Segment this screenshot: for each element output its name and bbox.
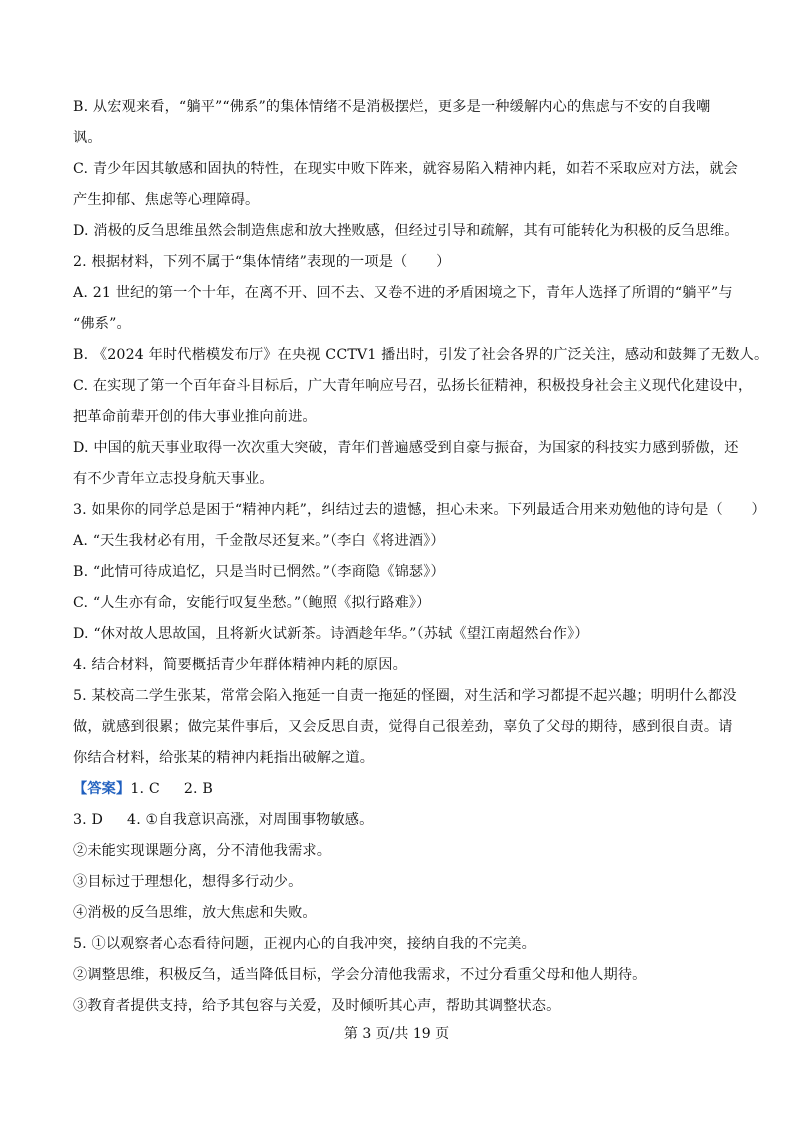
q3-stem: 3. 如果你的同学总是困于“精神内耗”，纠结过去的遗憾，担心未来。下列最适合用来劝勉他的诗句是（ ） — [73, 502, 766, 518]
page-number-footer: 第 3 页/共 19 页 — [343, 1026, 450, 1042]
q3-option-c: C. “人生亦有命，安能行叹复坐愁。”（鲍照《拟行路难》） — [73, 595, 431, 611]
answer-5-point-3: ③教育者提供支持，给予其包容与关爱，及时倾听其心声，帮助其调整状态。 — [73, 998, 561, 1014]
q2-option-d: D. 中国的航天事业取得一次次重大突破，青年们普遍感受到自豪与振奋，为国家的科技实力感到骄傲，还 — [73, 440, 739, 456]
q2-stem: 2. 根据材料，下列不属于“集体情绪”表现的一项是（ ） — [73, 254, 451, 270]
answer-4-point-3: ③目标过于理想化，想得多行动少。 — [73, 874, 303, 890]
q5-stem-line-3: 你结合材料，给张某的精神内耗指出破解之道。 — [73, 750, 375, 766]
q1-option-b-cont: 讽。 — [73, 130, 102, 146]
q1-option-b: B. 从宏观来看，“躺平”“佛系”的集体情绪不是消极摆烂，更多是一种缓解内心的焦虑与不安的自我嘲 — [73, 99, 711, 115]
answer-5-point-1: 5. ①以观察者心态看待问题，正视内心的自我冲突，接纳自我的不完美。 — [73, 936, 536, 952]
answer-tag: 【答案】 — [73, 781, 131, 797]
q2-option-b: B. 《2024 年时代楷模发布厅》在央视 CCTV1 播出时，引发了社会各界的广泛关注，感动和鼓舞了无数人。 — [73, 347, 769, 363]
q5-stem-line-2: 做，就感到很累；做完某件事后，又会反思自责，觉得自己很差劲，辜负了父母的期待，感到很自责。请 — [73, 719, 733, 735]
document-page — [73, 92, 769, 1022]
q2-option-c-cont: 把革命前辈开创的伟大事业推向前进。 — [73, 409, 317, 425]
q2-option-a: A. 21 世纪的第一个十年，在离不开、回不去、又卷不进的矛盾困境之下，青年人选择了所谓的“躺平”与 — [73, 285, 733, 301]
q1-option-c-cont: 产生抑郁、焦虑等心理障碍。 — [73, 192, 260, 208]
answer-4-point-2: ②未能实现课题分离，分不清他我需求。 — [73, 843, 332, 859]
answer-5-point-2: ②调整思维，积极反刍，适当降低目标，学会分清他我需求，不过分看重父母和他人期待。 — [73, 967, 647, 983]
q5-stem-line-1: 5. 某校高二学生张某，常常会陷入拖延一自责一拖延的怪圈，对生活和学习都提不起兴趣；明明什么都没 — [73, 688, 737, 704]
answer-1: 1. C — [130, 781, 160, 797]
q4-stem: 4. 结合材料，简要概括青少年群体精神内耗的原因。 — [73, 657, 407, 673]
q1-option-d: D. 消极的反刍思维虽然会制造焦虑和放大挫败感，但经过引导和疏解，其有可能转化为积极的反刍思维。 — [73, 223, 739, 239]
answer-line-2 — [73, 805, 733, 836]
q3-option-a: A. “天生我材必有用，千金散尽还复来。”（李白《将进酒》） — [73, 533, 445, 549]
answer-line-1 — [73, 774, 733, 805]
q2-option-d-cont: 有不少青年立志投身航天事业。 — [73, 471, 274, 487]
q2-option-c: C. 在实现了第一个百年奋斗目标后，广大青年响应号召，弘扬长征精神，积极投身社会主义现代化建设中， — [73, 378, 753, 394]
answer-4-point-1: 4. ①自我意识高涨，对周围事物敏感。 — [127, 812, 374, 828]
answer-4-point-4: ④消极的反刍思维，放大焦虑和失败。 — [73, 905, 317, 921]
answer-3: 3. D — [73, 812, 104, 828]
q1-option-c: C. 青少年因其敏感和固执的特性，在现实中败下阵来，就容易陷入精神内耗，如若不采取应对方法，就会 — [73, 161, 739, 177]
q3-option-b: B. “此情可待成追忆，只是当时已惘然。”（李商隐《锦瑟》） — [73, 564, 445, 580]
answer-2: 2. B — [183, 781, 213, 797]
q3-option-d: D. “休对故人思故国，且将新火试新茶。诗酒趁年华。”（苏轼《望江南超然台作》） — [73, 626, 589, 642]
q2-option-a-cont: “佛系”。 — [73, 316, 131, 332]
